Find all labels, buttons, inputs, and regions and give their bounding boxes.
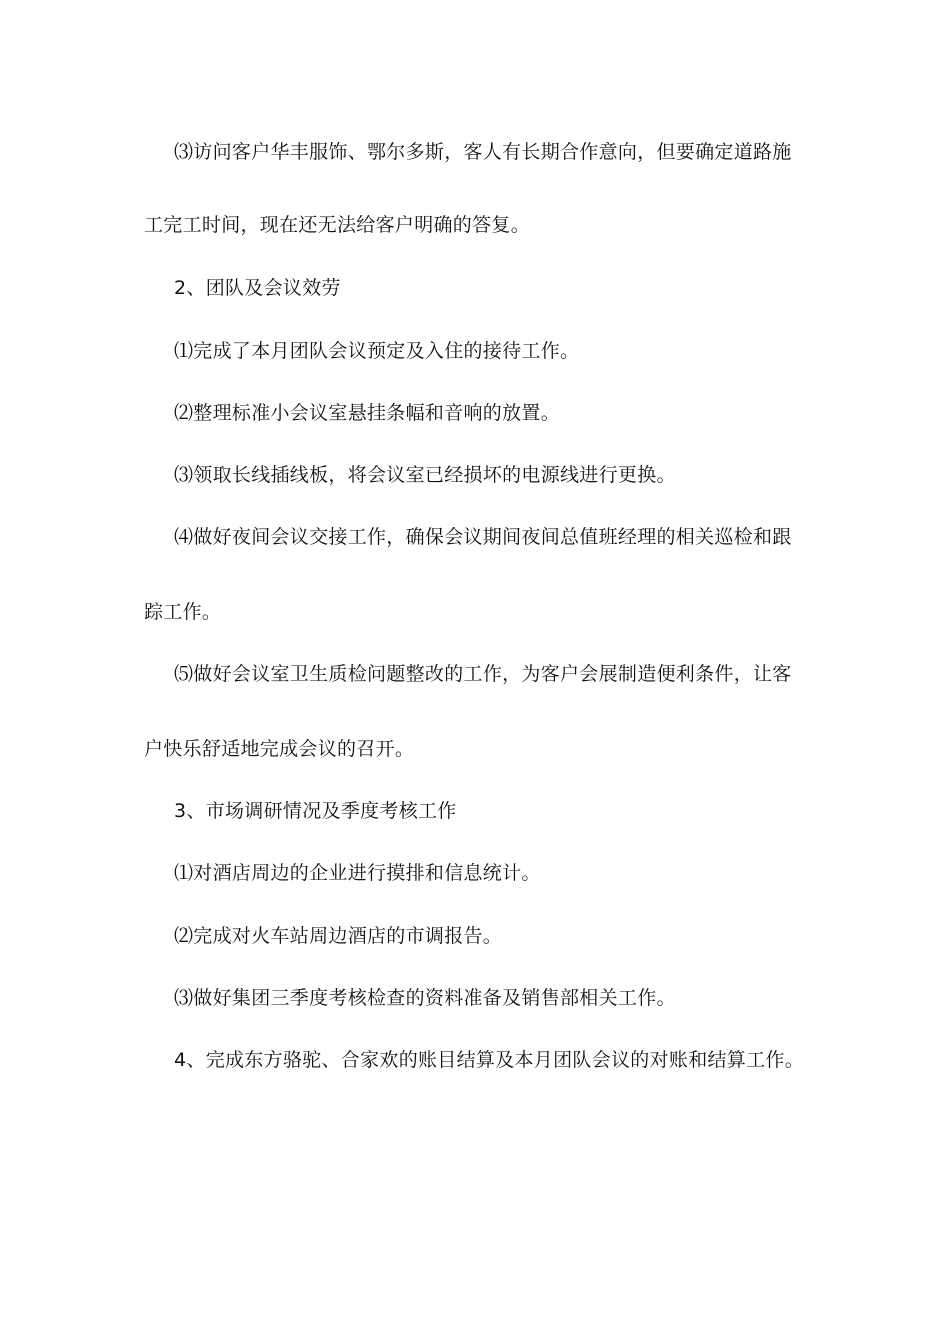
section-heading-settlement: 4、完成东方骆驼、合家欢的账目结算及本月团队会议的对账和结算工作。 <box>174 1049 804 1071</box>
list-item-power-strip: ⑶领取长线插线板，将会议室已经损坏的电源线进行更换。 <box>174 464 676 486</box>
paragraph-visit-clients: ⑶访问客户华丰服饰、鄂尔多斯，客人有长期合作意向，但要确定道路施 <box>174 141 792 163</box>
list-item-night-handover-cont: 踪工作。 <box>144 601 222 623</box>
paragraph-visit-clients-cont: 工完工时间，现在还无法给客户明确的答复。 <box>144 214 531 236</box>
list-item-station-report: ⑵完成对火车站周边酒店的市调报告。 <box>174 925 503 947</box>
list-item-quarter-review: ⑶做好集团三季度考核检查的资料准备及销售部相关工作。 <box>174 987 676 1009</box>
section-heading-team-meeting: 2、团队及会议效劳 <box>174 277 341 299</box>
list-item-hygiene-check-cont: 户快乐舒适地完成会议的召开。 <box>144 738 415 760</box>
list-item-banner-audio: ⑵整理标准小会议室悬挂条幅和音响的放置。 <box>174 402 561 424</box>
list-item-enterprise-survey: ⑴对酒店周边的企业进行摸排和信息统计。 <box>174 862 541 884</box>
list-item-night-handover: ⑷做好夜间会议交接工作，确保会议期间夜间总值班经理的相关巡检和跟 <box>174 526 792 548</box>
list-item-hygiene-check: ⑸做好会议室卫生质检问题整改的工作，为客户会展制造便利条件，让客 <box>174 663 792 685</box>
list-item-team-booking: ⑴完成了本月团队会议预定及入住的接待工作。 <box>174 340 580 362</box>
section-heading-market-research: 3、市场调研情况及季度考核工作 <box>174 800 457 822</box>
